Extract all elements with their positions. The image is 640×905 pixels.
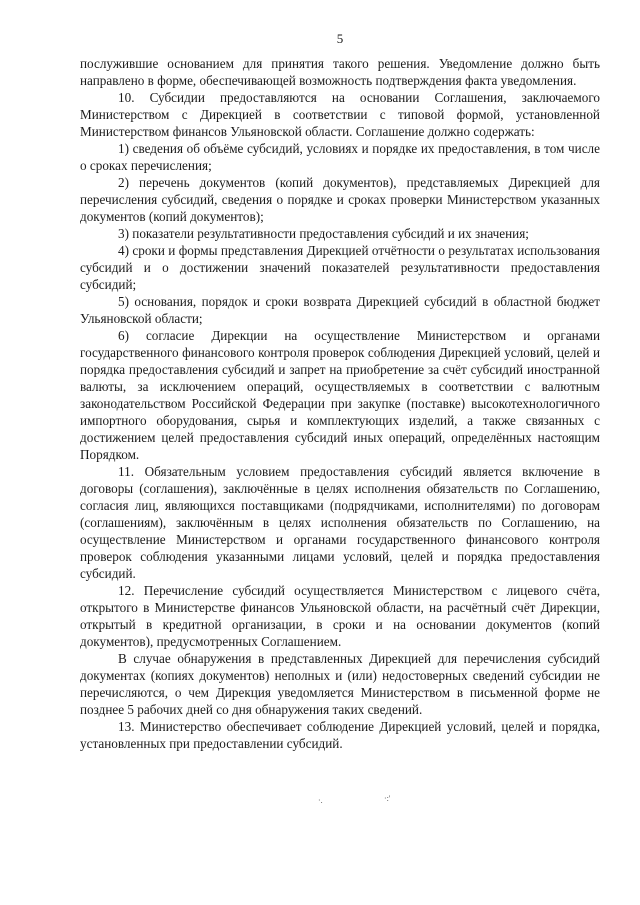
paragraph-item-13: 13. Министерство обеспечивает соблюдение Дирекцией условий, целей и порядка, установленных при предоставлении субсидий. <box>80 719 600 751</box>
scan-speck: ·. <box>318 796 323 805</box>
paragraph-subitem-2: 2) перечень документов (копий документов), представляемых Дирекцией для перечисления субсидий, сведения о порядке и сроках проверки Министерством указанных документов (копий документов); <box>80 175 600 224</box>
scan-speck: ·:' <box>384 794 391 803</box>
paragraph-subitem-1: 1) сведения об объёме субсидий, условиях и порядке их предоставления, в том числе о сроках перечисления; <box>80 141 600 173</box>
paragraph-item-12: 12. Перечисление субсидий осуществляется Министерством с лицевого счёта, открытого в Министерстве финансов Ульяновской области, на расчётный счёт Дирекции, открытый в кредитной организации, в сроки и на основании документов (копий документов), предусмотренных Соглашением. <box>80 583 600 649</box>
paragraph-subitem-6: 6) согласие Дирекции на осуществление Министерством и органами государственного финансового контроля проверок соблюдения Дирекцией условий, целей и порядка предоставления субсидий и запрет на приобретение за счёт субсидий иностранной валюты, за исключением операций, осуществляемых в соответствии с валютным законодательством Российской Федерации при закупке (поставке) высокотехнологичного импортного оборудования, сырья и комплектующих изделий, а также связанных с достижением целей предоставления субсидий иных операций, определённых настоящим Порядком. <box>80 328 600 462</box>
paragraph-subitem-5: 5) основания, порядок и сроки возврата Дирекцией субсидий в областной бюджет Ульяновской области; <box>80 294 600 326</box>
page-number: 5 <box>336 31 344 46</box>
paragraph-subitem-3: 3) показатели результативности предоставления субсидий и их значения; <box>118 226 529 241</box>
paragraph-item-11: 11. Обязательным условием предоставления субсидий является включение в договоры (соглашения), заключённые в целях исполнения обязательств по Соглашению, согласия лиц, являющихся поставщиками (подрядчиками, исполнителями) по договорам (соглашениям), заключённым в целях исполнения обязательств по Соглашению, на осуществление Министерством и органами государственного финансового контроля проверок соблюдения указанными лицами условий, целей и порядка предоставления субсидий. <box>80 464 600 581</box>
paragraph-item-10: 10. Субсидии предоставляются на основании Соглашения, заключаемого Министерством с Дирекцией в соответствии с типовой формой, установленной Министерством финансов Ульяновской области. Соглашение должно содержать: <box>80 90 600 139</box>
paragraph-subitem-4: 4) сроки и формы представления Дирекцией отчётности о результатах использования субсидий и о достижении значений показателей результативности предоставления субсидий; <box>80 243 600 292</box>
paragraph-continuation: послужившие основанием для принятия такого решения. Уведомление должно быть направлено в форме, обеспечивающей возможность подтверждения факта уведомления. <box>80 56 600 88</box>
paragraph-item-12-continuation: В случае обнаружения в представленных Дирекцией для перечисления субсидий документах (копиях документов) неполных и (или) недостоверных сведений субсидии не перечисляются, о чем Дирекция уведомляется Министерством в письменной форме не позднее 5 рабочих дней со дня обнаружения таких сведений. <box>80 651 600 717</box>
